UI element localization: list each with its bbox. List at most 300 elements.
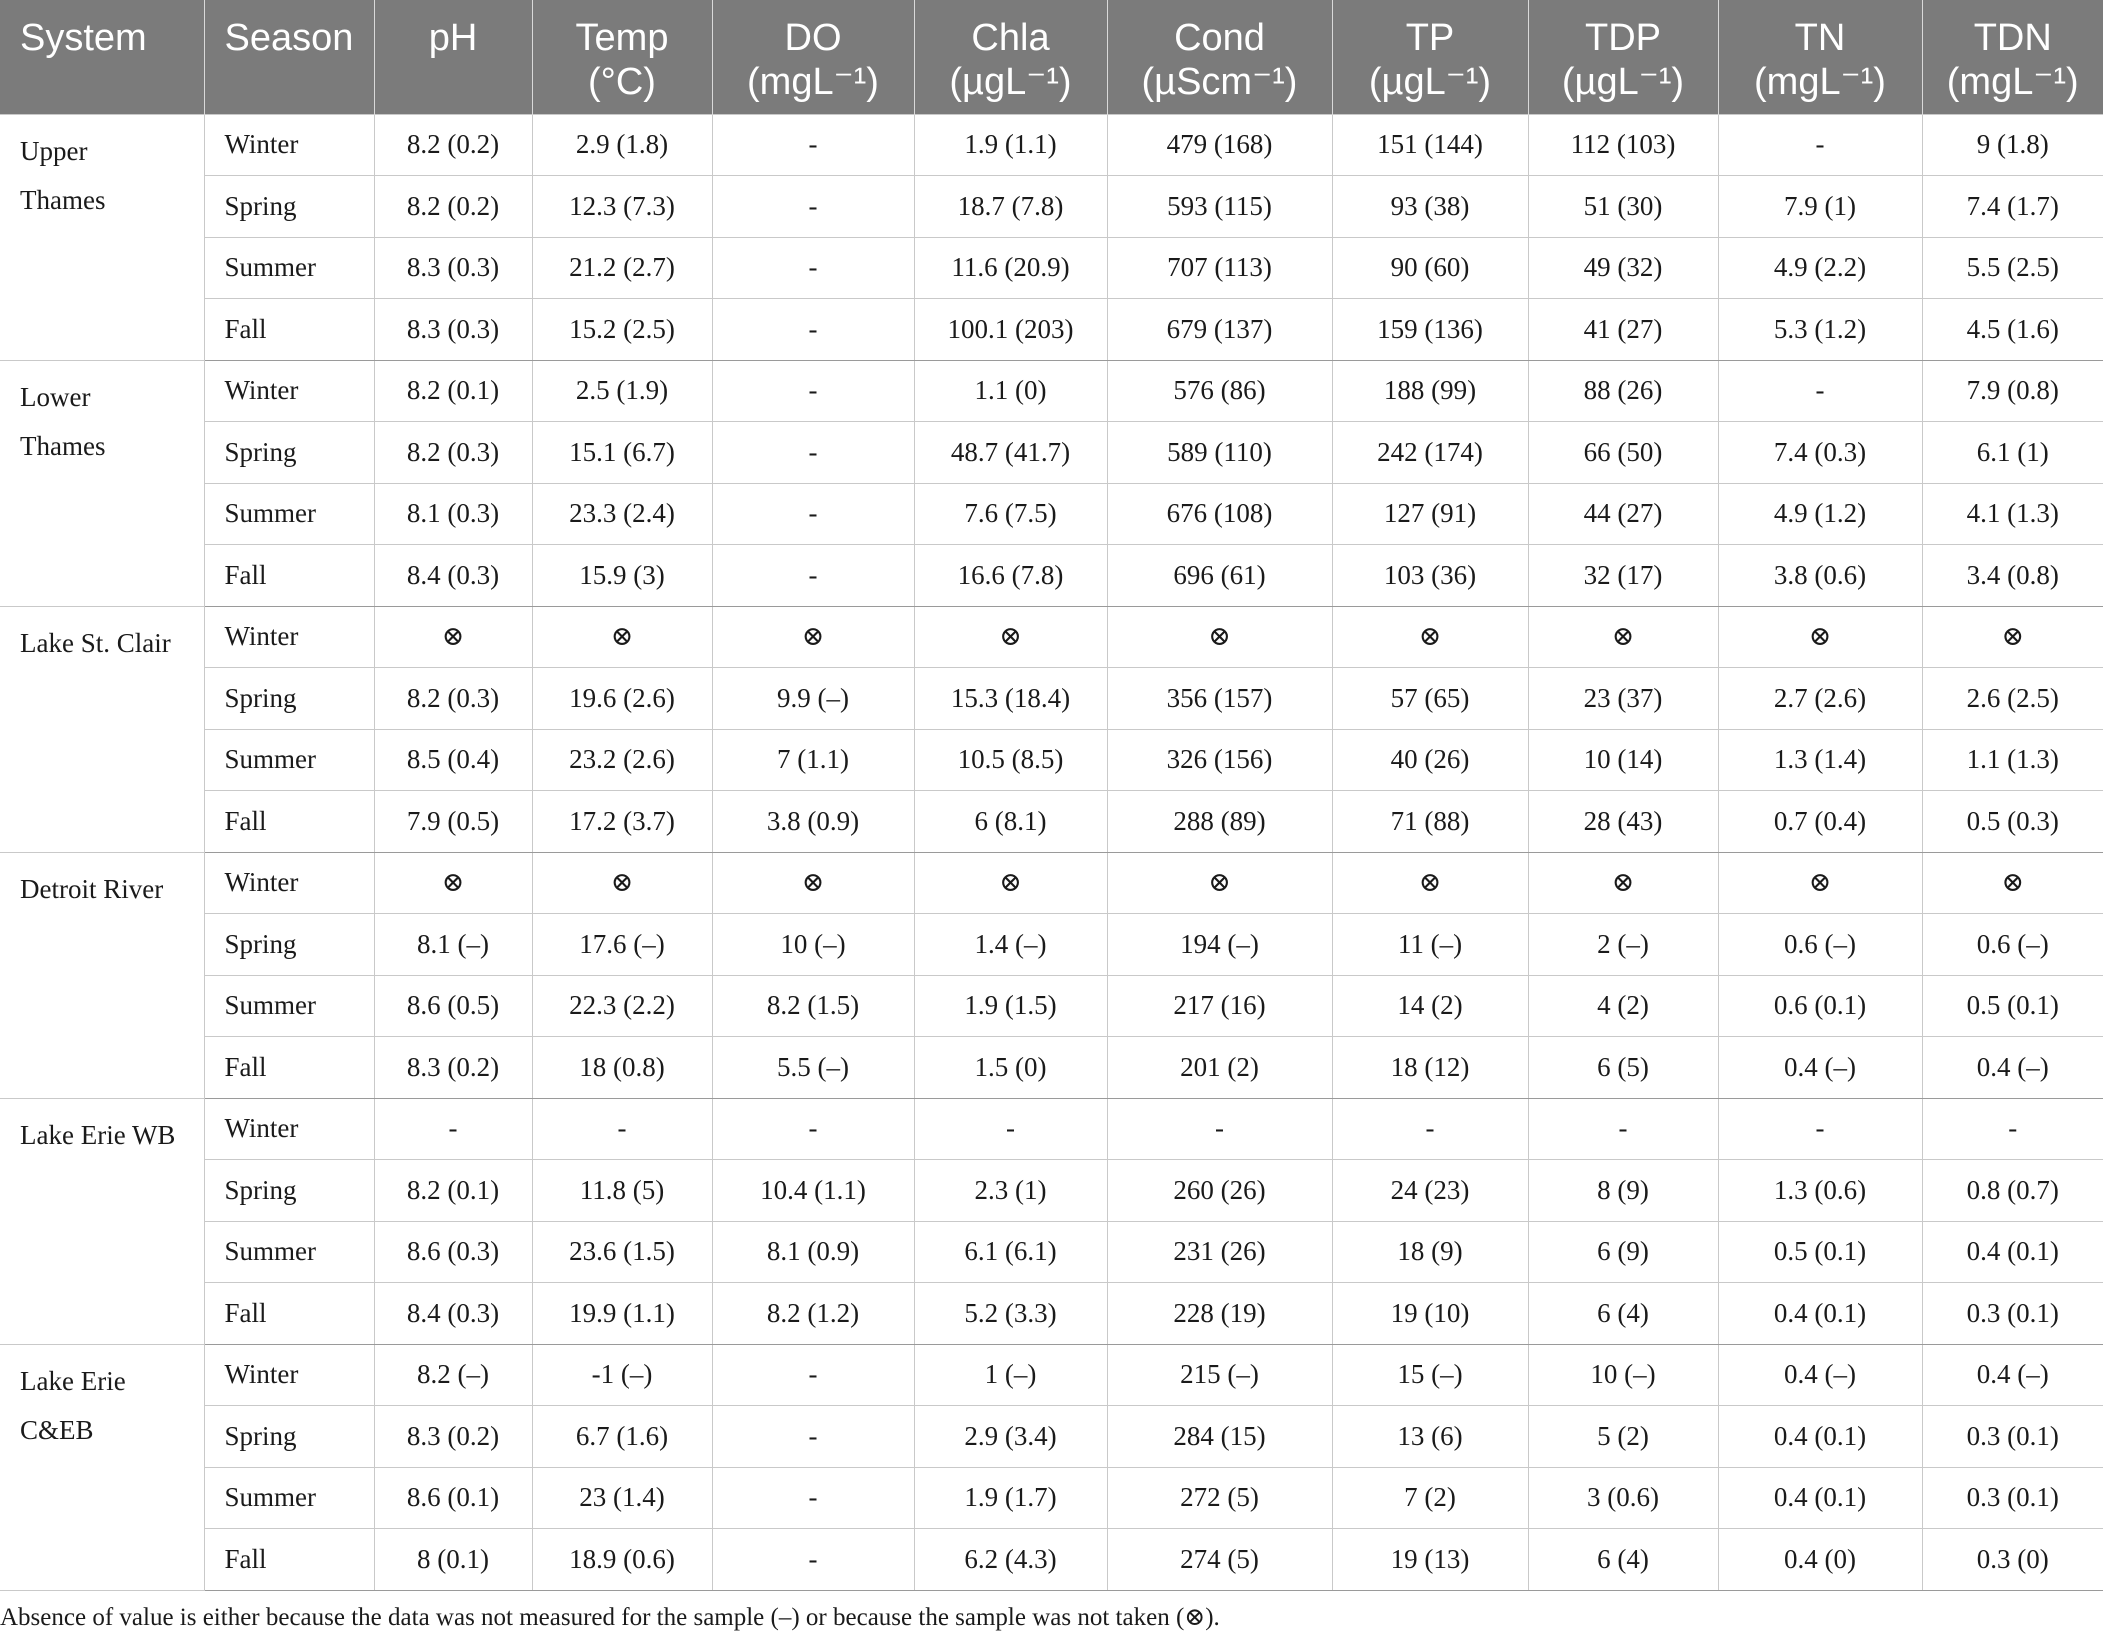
value-cell-tdn: 0.3 (0.1) [1922,1406,2103,1468]
value-cell-tdn: 0.3 (0.1) [1922,1467,2103,1529]
value-cell-chla: 16.6 (7.8) [914,545,1107,607]
value-cell-do: 8.1 (0.9) [712,1221,914,1283]
value-cell-do: - [712,483,914,545]
table-row [0,729,2103,791]
table-row [0,483,2103,545]
value-cell-ph: 8.2 (0.3) [374,668,532,730]
value-cell-tdp: 66 (50) [1528,422,1718,484]
value-cell-tp: 90 (60) [1332,237,1528,299]
column-header-do [712,0,914,114]
system-cell [0,1098,204,1344]
value-cell-tdp: 51 (30) [1528,176,1718,238]
value-cell-tdp: 112 (103) [1528,114,1718,176]
value-cell-do: - [712,1406,914,1468]
value-cell-do: - [712,114,914,176]
value-cell-tdp: 6 (4) [1528,1283,1718,1345]
value-cell-chla: 5.2 (3.3) [914,1283,1107,1345]
value-cell-cond: 679 (137) [1107,299,1332,361]
column-header-tp-line: TP [1405,17,1455,59]
value-cell-cond: 274 (5) [1107,1529,1332,1591]
system-cell [0,114,204,360]
system-name-line: Upper [20,135,88,166]
value-cell-do: - [712,545,914,607]
season-cell: Summer [204,1221,374,1283]
column-header-season-line: Season [224,17,354,59]
column-header-tp [1332,0,1528,114]
value-cell-cond: ⊗ [1107,606,1332,668]
table-row [0,852,2103,914]
value-cell-cond: 676 (108) [1107,483,1332,545]
value-cell-ph: 8 (0.1) [374,1529,532,1591]
value-cell-ph: 8.3 (0.2) [374,1037,532,1099]
value-cell-chla: 11.6 (20.9) [914,237,1107,299]
value-cell-chla: 1.1 (0) [914,360,1107,422]
value-cell-tdn: 7.4 (1.7) [1922,176,2103,238]
value-cell-cond: 215 (–) [1107,1344,1332,1406]
value-cell-tdp: 5 (2) [1528,1406,1718,1468]
value-cell-temp: 15.9 (3) [532,545,712,607]
value-cell-tdp: 6 (4) [1528,1529,1718,1591]
value-cell-temp: 17.2 (3.7) [532,791,712,853]
value-cell-tn: - [1718,360,1922,422]
column-header-tn-line: TN [1794,17,1846,59]
value-cell-ph: 8.6 (0.5) [374,975,532,1037]
season-cell: Spring [204,422,374,484]
value-cell-tdn: 5.5 (2.5) [1922,237,2103,299]
value-cell-ph: 8.4 (0.3) [374,1283,532,1345]
season-cell: Summer [204,237,374,299]
value-cell-do: ⊗ [712,852,914,914]
season-cell: Summer [204,483,374,545]
column-header-temp [532,0,712,114]
value-cell-cond: 194 (–) [1107,914,1332,976]
value-cell-tdp: 6 (9) [1528,1221,1718,1283]
value-cell-chla: 6.2 (4.3) [914,1529,1107,1591]
value-cell-temp: -1 (–) [532,1344,712,1406]
system-name-line: Lake Erie [20,1365,126,1396]
value-cell-tp: 18 (9) [1332,1221,1528,1283]
season-cell: Winter [204,114,374,176]
value-cell-tdp: 3 (0.6) [1528,1467,1718,1529]
value-cell-tdn: 0.4 (–) [1922,1344,2103,1406]
season-cell: Winter [204,852,374,914]
value-cell-tdp: 49 (32) [1528,237,1718,299]
value-cell-tp: 19 (10) [1332,1283,1528,1345]
value-cell-tdn: 4.5 (1.6) [1922,299,2103,361]
value-cell-do: - [712,1529,914,1591]
value-cell-cond: 228 (19) [1107,1283,1332,1345]
season-cell: Spring [204,1406,374,1468]
table-row [0,668,2103,730]
column-header-system-line: System [20,17,147,59]
value-cell-chla: 7.6 (7.5) [914,483,1107,545]
value-cell-tp: 24 (23) [1332,1160,1528,1222]
value-cell-tdp: 88 (26) [1528,360,1718,422]
value-cell-tdp: 6 (5) [1528,1037,1718,1099]
value-cell-temp: - [532,1098,712,1160]
value-cell-chla: ⊗ [914,606,1107,668]
value-cell-do: - [712,1344,914,1406]
season-cell: Fall [204,1037,374,1099]
value-cell-tp: 14 (2) [1332,975,1528,1037]
value-cell-ph: 8.2 (0.1) [374,1160,532,1222]
season-cell: Summer [204,975,374,1037]
value-cell-cond: 589 (110) [1107,422,1332,484]
table-row [0,422,2103,484]
value-cell-tp: 57 (65) [1332,668,1528,730]
value-cell-tdp: 32 (17) [1528,545,1718,607]
column-header-chla-line: (µgL⁻¹) [949,61,1072,103]
column-header-cond [1107,0,1332,114]
value-cell-cond: 356 (157) [1107,668,1332,730]
value-cell-cond: 288 (89) [1107,791,1332,853]
column-header-temp-line: Temp [575,17,669,59]
value-cell-ph: ⊗ [374,606,532,668]
value-cell-tn: 0.4 (0) [1718,1529,1922,1591]
value-cell-chla: - [914,1098,1107,1160]
value-cell-tn: 4.9 (2.2) [1718,237,1922,299]
value-cell-tdp: 44 (27) [1528,483,1718,545]
value-cell-tdn: 0.8 (0.7) [1922,1160,2103,1222]
value-cell-chla: 100.1 (203) [914,299,1107,361]
value-cell-do: - [712,360,914,422]
value-cell-tp: 127 (91) [1332,483,1528,545]
value-cell-cond: 479 (168) [1107,114,1332,176]
value-cell-ph: 8.6 (0.1) [374,1467,532,1529]
table-row [0,237,2103,299]
value-cell-tdn: 0.3 (0) [1922,1529,2103,1591]
table-row [0,1221,2103,1283]
table-row [0,791,2103,853]
system-name-line: Lake Erie WB [20,1119,176,1150]
value-cell-temp: 19.6 (2.6) [532,668,712,730]
value-cell-tdp: 10 (14) [1528,729,1718,791]
season-cell: Summer [204,1467,374,1529]
table-footnote: Absence of value is either because the data was not measured for the sample (–) or because the sample was not taken (⊗). [0,1604,1220,1631]
value-cell-do: - [712,1098,914,1160]
value-cell-temp: 22.3 (2.2) [532,975,712,1037]
value-cell-tn: 0.4 (0.1) [1718,1406,1922,1468]
value-cell-do: 10.4 (1.1) [712,1160,914,1222]
value-cell-tn: 0.6 (0.1) [1718,975,1922,1037]
column-header-system [0,0,204,114]
value-cell-ph: 8.3 (0.3) [374,299,532,361]
value-cell-tn: 7.4 (0.3) [1718,422,1922,484]
column-header-cond-line: (µScm⁻¹) [1141,61,1298,103]
value-cell-chla: 1.9 (1.5) [914,975,1107,1037]
value-cell-tdp: 41 (27) [1528,299,1718,361]
table-row [0,176,2103,238]
table-header [0,0,2103,114]
system-name-line: Lower [20,381,91,412]
value-cell-ph: 8.1 (–) [374,914,532,976]
value-cell-chla: 10.5 (8.5) [914,729,1107,791]
value-cell-tp: 93 (38) [1332,176,1528,238]
value-cell-tp: 159 (136) [1332,299,1528,361]
system-name-line: Thames [20,430,106,461]
column-header-ph [374,0,532,114]
table-row [0,1283,2103,1345]
value-cell-do: - [712,422,914,484]
table-row [0,1406,2103,1468]
column-header-tdn [1922,0,2103,114]
value-cell-tdn: 2.6 (2.5) [1922,668,2103,730]
value-cell-tp: 15 (–) [1332,1344,1528,1406]
value-cell-temp: 17.6 (–) [532,914,712,976]
value-cell-tdn: - [1922,1098,2103,1160]
value-cell-cond: 201 (2) [1107,1037,1332,1099]
value-cell-tdp: ⊗ [1528,606,1718,668]
value-cell-cond: 231 (26) [1107,1221,1332,1283]
value-cell-tdp: 10 (–) [1528,1344,1718,1406]
season-cell: Winter [204,1344,374,1406]
value-cell-tp: 188 (99) [1332,360,1528,422]
system-name-line: Lake St. Clair [20,627,171,658]
value-cell-ph: 8.2 (–) [374,1344,532,1406]
value-cell-do: - [712,237,914,299]
table-row [0,606,2103,668]
season-cell: Fall [204,791,374,853]
value-cell-cond: 707 (113) [1107,237,1332,299]
season-cell: Summer [204,729,374,791]
season-cell: Fall [204,1283,374,1345]
value-cell-chla: 18.7 (7.8) [914,176,1107,238]
value-cell-temp: 19.9 (1.1) [532,1283,712,1345]
value-cell-chla: 1.9 (1.1) [914,114,1107,176]
value-cell-tn: 0.7 (0.4) [1718,791,1922,853]
value-cell-chla: 2.3 (1) [914,1160,1107,1222]
value-cell-do: 3.8 (0.9) [712,791,914,853]
value-cell-tdn: 4.1 (1.3) [1922,483,2103,545]
value-cell-tp: 40 (26) [1332,729,1528,791]
season-cell: Winter [204,606,374,668]
column-header-tp-line: (µgL⁻¹) [1368,61,1492,103]
value-cell-tp: 19 (13) [1332,1529,1528,1591]
table-row [0,360,2103,422]
value-cell-tdn: 0.4 (–) [1922,1037,2103,1099]
table-row [0,114,2103,176]
value-cell-chla: 1.9 (1.7) [914,1467,1107,1529]
value-cell-temp: 2.9 (1.8) [532,114,712,176]
value-cell-cond: 272 (5) [1107,1467,1332,1529]
column-header-do-line: DO [784,17,842,59]
value-cell-tn: - [1718,114,1922,176]
value-cell-tn: 1.3 (1.4) [1718,729,1922,791]
value-cell-chla: 48.7 (41.7) [914,422,1107,484]
value-cell-tn: 5.3 (1.2) [1718,299,1922,361]
season-cell: Fall [204,1529,374,1591]
value-cell-ph: 8.1 (0.3) [374,483,532,545]
column-header-temp-line: (°C) [588,61,656,103]
value-cell-do: - [712,1467,914,1529]
season-cell: Spring [204,1160,374,1222]
value-cell-tdn: 0.6 (–) [1922,914,2103,976]
value-cell-tn: 4.9 (1.2) [1718,483,1922,545]
value-cell-cond: 696 (61) [1107,545,1332,607]
season-cell: Fall [204,299,374,361]
value-cell-cond: ⊗ [1107,852,1332,914]
value-cell-temp: ⊗ [532,852,712,914]
value-cell-chla: 6 (8.1) [914,791,1107,853]
table-row [0,1344,2103,1406]
season-cell: Winter [204,1098,374,1160]
value-cell-tp: 151 (144) [1332,114,1528,176]
value-cell-ph: 8.3 (0.2) [374,1406,532,1468]
value-cell-tdn: 0.5 (0.1) [1922,975,2103,1037]
value-cell-do: - [712,299,914,361]
value-cell-ph: 8.5 (0.4) [374,729,532,791]
value-cell-tp: 71 (88) [1332,791,1528,853]
value-cell-tn: ⊗ [1718,606,1922,668]
value-cell-tn: - [1718,1098,1922,1160]
table-row [0,1467,2103,1529]
value-cell-tdn: 7.9 (0.8) [1922,360,2103,422]
value-cell-tdp: 28 (43) [1528,791,1718,853]
value-cell-ph: - [374,1098,532,1160]
column-header-cond-line: Cond [1174,17,1265,59]
table-row [0,545,2103,607]
table-row [0,914,2103,976]
column-header-tn [1718,0,1922,114]
value-cell-temp: ⊗ [532,606,712,668]
value-cell-tdp: 8 (9) [1528,1160,1718,1222]
value-cell-ph: 8.6 (0.3) [374,1221,532,1283]
column-header-do-line: (mgL⁻¹) [747,61,879,103]
value-cell-tdn: 0.3 (0.1) [1922,1283,2103,1345]
value-cell-tdp: 2 (–) [1528,914,1718,976]
value-cell-cond: 284 (15) [1107,1406,1332,1468]
value-cell-tn: 1.3 (0.6) [1718,1160,1922,1222]
season-cell: Winter [204,360,374,422]
value-cell-tp: - [1332,1098,1528,1160]
value-cell-temp: 15.2 (2.5) [532,299,712,361]
table-row [0,1160,2103,1222]
value-cell-tdn: 3.4 (0.8) [1922,545,2103,607]
value-cell-tp: 7 (2) [1332,1467,1528,1529]
value-cell-temp: 23.3 (2.4) [532,483,712,545]
value-cell-tn: ⊗ [1718,852,1922,914]
value-cell-temp: 23.2 (2.6) [532,729,712,791]
value-cell-do: ⊗ [712,606,914,668]
system-name-line: C&EB [20,1414,94,1445]
value-cell-chla: 2.9 (3.4) [914,1406,1107,1468]
value-cell-tn: 7.9 (1) [1718,176,1922,238]
value-cell-tp: ⊗ [1332,852,1528,914]
season-cell: Spring [204,176,374,238]
header-row [0,0,2103,114]
value-cell-tn: 0.4 (0.1) [1718,1283,1922,1345]
value-cell-temp: 2.5 (1.9) [532,360,712,422]
value-cell-cond: - [1107,1098,1332,1160]
table-row [0,1037,2103,1099]
table-row [0,1098,2103,1160]
value-cell-tn: 0.4 (–) [1718,1037,1922,1099]
value-cell-temp: 23.6 (1.5) [532,1221,712,1283]
value-cell-tdp: - [1528,1098,1718,1160]
column-header-chla-line: Chla [971,17,1050,59]
value-cell-temp: 18.9 (0.6) [532,1529,712,1591]
value-cell-tdp: 4 (2) [1528,975,1718,1037]
column-header-tn-line: (mgL⁻¹) [1754,61,1886,103]
value-cell-cond: 576 (86) [1107,360,1332,422]
value-cell-tdn: 9 (1.8) [1922,114,2103,176]
value-cell-tn: 0.4 (–) [1718,1344,1922,1406]
value-cell-tdn: ⊗ [1922,852,2103,914]
value-cell-temp: 15.1 (6.7) [532,422,712,484]
value-cell-tdp: 23 (37) [1528,668,1718,730]
value-cell-ph: 8.2 (0.2) [374,176,532,238]
value-cell-temp: 21.2 (2.7) [532,237,712,299]
value-cell-chla: 1.5 (0) [914,1037,1107,1099]
value-cell-cond: 593 (115) [1107,176,1332,238]
column-header-ph-line: pH [428,17,478,59]
value-cell-tp: 103 (36) [1332,545,1528,607]
column-header-tdn-line: TDN [1973,17,2052,59]
value-cell-temp: 12.3 (7.3) [532,176,712,238]
system-name-line: Thames [20,184,106,215]
value-cell-tn: 0.6 (–) [1718,914,1922,976]
value-cell-tn: 3.8 (0.6) [1718,545,1922,607]
value-cell-cond: 260 (26) [1107,1160,1332,1222]
value-cell-chla: 1.4 (–) [914,914,1107,976]
value-cell-do: 9.9 (–) [712,668,914,730]
value-cell-ph: 8.4 (0.3) [374,545,532,607]
value-cell-tn: 0.5 (0.1) [1718,1221,1922,1283]
value-cell-tdp: ⊗ [1528,852,1718,914]
season-cell: Spring [204,668,374,730]
value-cell-ph: 8.3 (0.3) [374,237,532,299]
value-cell-chla: 6.1 (6.1) [914,1221,1107,1283]
value-cell-do: 5.5 (–) [712,1037,914,1099]
value-cell-do: - [712,176,914,238]
value-cell-ph: 8.2 (0.3) [374,422,532,484]
system-cell [0,606,204,852]
value-cell-cond: 217 (16) [1107,975,1332,1037]
table-row [0,299,2103,361]
value-cell-do: 8.2 (1.5) [712,975,914,1037]
season-cell: Fall [204,545,374,607]
value-cell-tdn: 0.5 (0.3) [1922,791,2103,853]
value-cell-temp: 18 (0.8) [532,1037,712,1099]
value-cell-temp: 6.7 (1.6) [532,1406,712,1468]
column-header-tdp-line: TDP [1585,17,1661,59]
column-header-chla [914,0,1107,114]
value-cell-do: 8.2 (1.2) [712,1283,914,1345]
value-cell-ph: 7.9 (0.5) [374,791,532,853]
value-cell-tp: 11 (–) [1332,914,1528,976]
value-cell-tp: 18 (12) [1332,1037,1528,1099]
value-cell-ph: 8.2 (0.1) [374,360,532,422]
value-cell-temp: 23 (1.4) [532,1467,712,1529]
value-cell-tdn: ⊗ [1922,606,2103,668]
value-cell-tp: ⊗ [1332,606,1528,668]
value-cell-tdn: 1.1 (1.3) [1922,729,2103,791]
value-cell-ph: 8.2 (0.2) [374,114,532,176]
value-cell-tp: 242 (174) [1332,422,1528,484]
table-row [0,975,2103,1037]
value-cell-tp: 13 (6) [1332,1406,1528,1468]
table-body [0,114,2103,1590]
value-cell-tdn: 0.4 (0.1) [1922,1221,2103,1283]
system-cell [0,1344,204,1590]
value-cell-temp: 11.8 (5) [532,1160,712,1222]
system-name-line: Detroit River [20,873,164,904]
value-cell-tdn: 6.1 (1) [1922,422,2103,484]
value-cell-cond: 326 (156) [1107,729,1332,791]
column-header-tdp [1528,0,1718,114]
value-cell-do: 10 (–) [712,914,914,976]
system-cell [0,852,204,1098]
